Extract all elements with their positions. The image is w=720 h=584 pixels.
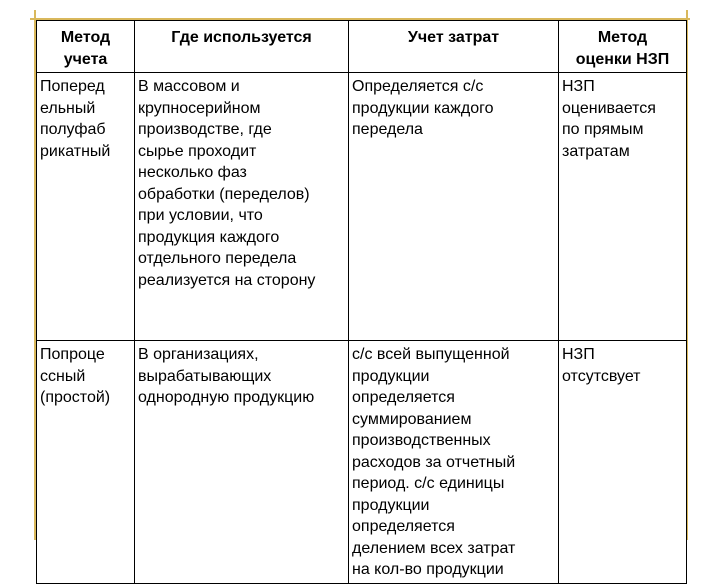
cell-method: Поперед ельный полуфаб рикатный	[37, 73, 135, 341]
cell-cost-accounting: с/с всей выпущенной продукции определяется суммированием производственных расходов за отчетный период. с/с единицы продукции определяется делением всех затрат на кол-во продукции	[349, 341, 559, 584]
cell-wip-valuation: НЗП оценивается по прямым затратам	[559, 73, 687, 341]
cell-where-used: В организациях, вырабатывающих однородную продукцию	[135, 341, 349, 584]
header-accounting-method: Метод учета	[37, 21, 135, 73]
cell-wip-valuation: НЗП отсутсвует	[559, 341, 687, 584]
table-header-row	[37, 21, 687, 73]
header-where-used: Где используется	[135, 21, 349, 73]
cell-cost-accounting: Определяется с/с продукции каждого передела	[349, 73, 559, 341]
table-row	[37, 341, 687, 584]
accounting-methods-table	[36, 20, 687, 584]
cell-method: Попроце ссный (простой)	[37, 341, 135, 584]
header-cost-accounting: Учет затрат	[349, 21, 559, 73]
cell-where-used: В массовом и крупносерийном производстве, где сырье проходит несколько фаз обработки (переделов) при условии, что продукция каждого отдельного передела реализуется на сторону	[135, 73, 349, 341]
header-wip-valuation: Метод оценки НЗП	[559, 21, 687, 73]
table-row	[37, 73, 687, 341]
